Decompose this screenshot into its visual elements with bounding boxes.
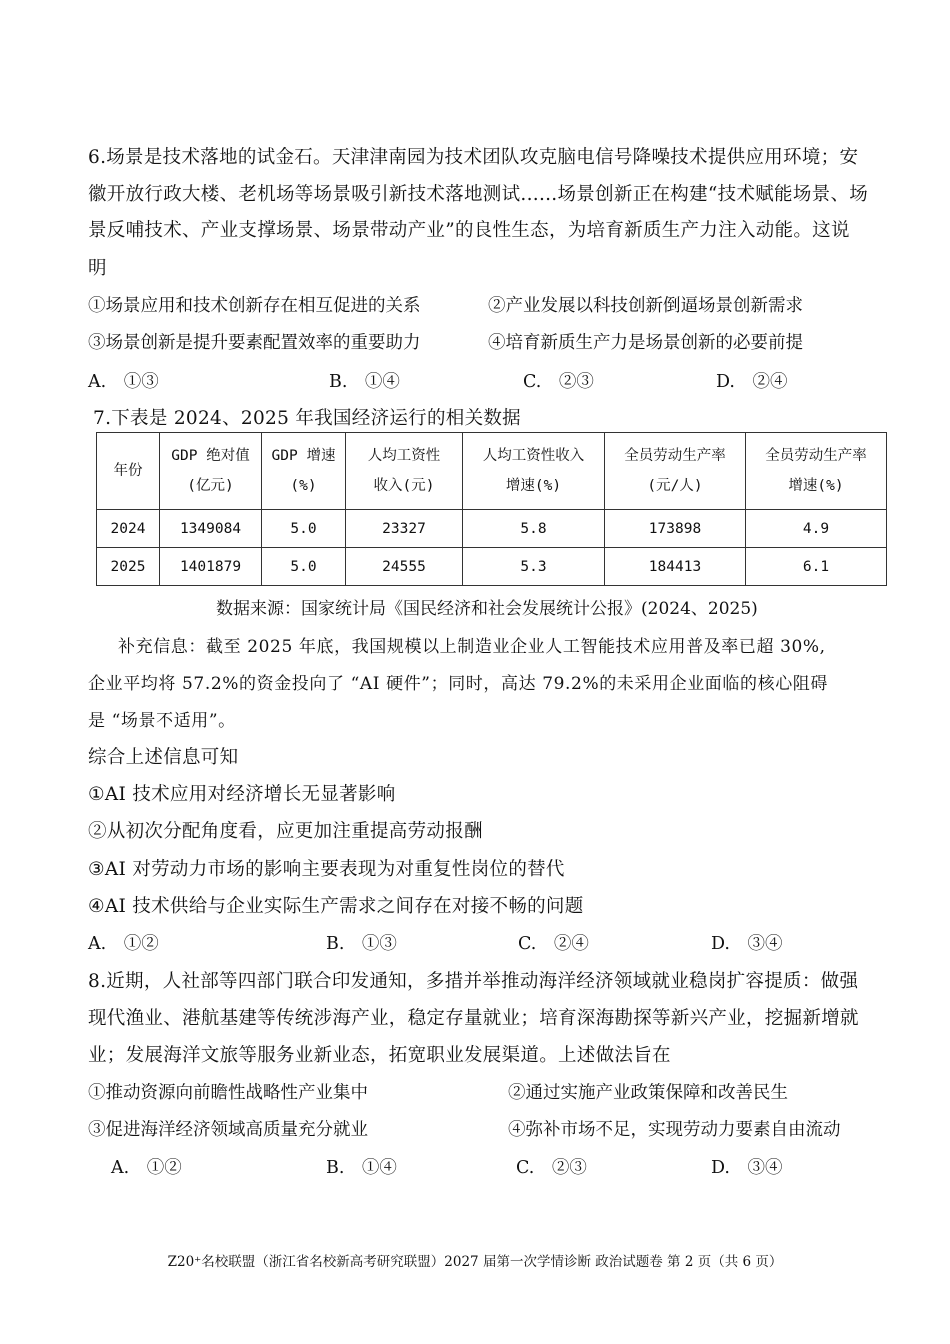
header-unit: (%) xyxy=(290,478,317,494)
q8-stem-line-1: 8.近期，人社部等四部门联合印发通知，多措并举推动海洋经济领域就业稳岗扩容提质：做强 xyxy=(88,971,859,992)
q8-statement-1: ①推动资源向前瞻性战略性产业集中 xyxy=(88,1083,368,1103)
q7-statement-3: ③AI 对劳动力市场的影响主要表现为对重复性岗位的替代 xyxy=(88,859,565,880)
table-cell: 5.0 xyxy=(262,510,346,548)
header-income xyxy=(346,433,463,510)
table-cell: 2024 xyxy=(97,510,160,548)
header-year xyxy=(97,433,160,510)
header-text: 全员劳动生产率 xyxy=(765,448,867,464)
q7-stem: 7.下表是 2024、2025 年我国经济运行的相关数据 xyxy=(93,408,521,429)
q8-choice-d[interactable]: D. ③④ xyxy=(711,1158,783,1178)
q6-statement-1: ①场景应用和技术创新存在相互促进的关系 xyxy=(88,296,421,316)
q7-statement-2: ②从初次分配角度看，应更加注重提高劳动报酬 xyxy=(88,821,483,842)
q7-choice-a[interactable]: A. ①② xyxy=(88,934,159,954)
table-cell: 5.8 xyxy=(463,510,605,548)
table-row xyxy=(97,510,887,548)
q7-choice-c[interactable]: C. ②④ xyxy=(518,934,589,954)
header-text: GDP 绝对值 xyxy=(171,448,250,464)
table-cell: 5.0 xyxy=(262,548,346,586)
q8-statement-3: ③促进海洋经济领域高质量充分就业 xyxy=(88,1120,368,1140)
q8-statement-2: ②通过实施产业政策保障和改善民生 xyxy=(508,1083,788,1103)
q6-stem-line-1: 6.场景是技术落地的试金石。天津津南园为技术团队攻克脑电信号降噪技术提供应用环境；安 xyxy=(88,147,859,168)
header-unit: 增速(%) xyxy=(788,478,844,494)
q8-stem-line-2: 现代渔业、港航基建等传统涉海产业，稳定存量就业；培育深海勘探等新兴产业，挖掘新增就 xyxy=(88,1008,859,1029)
header-text: GDP 增速 xyxy=(271,448,336,464)
table-cell: 184413 xyxy=(605,548,746,586)
table-cell: 2025 xyxy=(97,548,160,586)
q6-choice-a[interactable]: A. ①③ xyxy=(88,372,159,392)
table-header-row xyxy=(97,433,887,510)
q8-choice-c[interactable]: C. ②③ xyxy=(516,1158,587,1178)
header-text: 全员劳动生产率 xyxy=(624,448,726,464)
q7-supplement-line-1: 补充信息：截至 2025 年底，我国规模以上制造业企业人工智能技术应用普及率已超 30%, xyxy=(118,637,826,657)
table-cell: 5.3 xyxy=(463,548,605,586)
q6-choice-c[interactable]: C. ②③ xyxy=(523,372,594,392)
q7-choice-b[interactable]: B. ①③ xyxy=(326,934,397,954)
header-income-growth xyxy=(463,433,605,510)
table-cell: 23327 xyxy=(346,510,463,548)
q6-stem-line-3: 景反哺技术、产业支撑场景、场景带动产业”的良性生态，为培育新质生产力注入动能。这说 xyxy=(88,220,850,241)
table-source: 数据来源：国家统计局《国民经济和社会发展统计公报》(2024、2025) xyxy=(216,599,758,619)
q6-statement-3: ③场景创新是提升要素配置效率的重要助力 xyxy=(88,333,421,353)
header-text: 人均工资性收入 xyxy=(482,448,585,464)
header-unit: (亿元) xyxy=(187,478,234,494)
q6-statement-4: ④培育新质生产力是场景创新的必要前提 xyxy=(488,333,803,353)
header-unit: 收入(元) xyxy=(373,478,435,494)
table-cell: 173898 xyxy=(605,510,746,548)
header-productivity xyxy=(605,433,746,510)
q8-choice-b[interactable]: B. ①④ xyxy=(326,1158,397,1178)
q8-statement-4: ④弥补市场不足，实现劳动力要素自由流动 xyxy=(508,1120,841,1140)
q6-stem-line-2: 徽开放行政大楼、老机场等场景吸引新技术落地测试......场景创新正在构建“技术赋能场景、场 xyxy=(88,184,869,205)
page-footer: Z20⁺名校联盟（浙江省名校新高考研究联盟）2027 届第一次学情诊断 政治试题卷 第 2 页（共 6 页） xyxy=(167,1254,783,1270)
table-row xyxy=(97,548,887,586)
header-gdp-growth xyxy=(262,433,346,510)
q7-conclusion-prompt: 综合上述信息可知 xyxy=(88,747,239,768)
q7-statement-1: ①AI 技术应用对经济增长无显著影响 xyxy=(88,784,396,805)
q7-choice-d[interactable]: D. ③④ xyxy=(711,934,783,954)
q7-supplement-line-3: 是 “场景不适用”。 xyxy=(88,711,236,731)
header-productivity-growth xyxy=(746,433,887,510)
header-gdp xyxy=(160,433,262,510)
q6-choice-b[interactable]: B. ①④ xyxy=(329,372,400,392)
header-text: 年份 xyxy=(113,463,143,479)
q7-statement-4: ④AI 技术供给与企业实际生产需求之间存在对接不畅的问题 xyxy=(88,896,584,917)
q8-stem-line-3: 业；发展海洋文旅等服务业新业态，拓宽职业发展渠道。上述做法旨在 xyxy=(88,1045,671,1066)
table-cell: 4.9 xyxy=(746,510,887,548)
header-unit: (元/人) xyxy=(647,478,703,494)
q8-choice-a[interactable]: A. ①② xyxy=(111,1158,182,1178)
q6-stem-line-4: 明 xyxy=(88,258,107,279)
table-cell: 24555 xyxy=(346,548,463,586)
q6-statement-2: ②产业发展以科技创新倒逼场景创新需求 xyxy=(488,296,803,316)
q6-choice-d[interactable]: D. ②④ xyxy=(716,372,788,392)
table-cell: 1401879 xyxy=(160,548,262,586)
table-cell: 6.1 xyxy=(746,548,887,586)
q7-supplement-line-2: 企业平均将 57.2%的资金投向了 “AI 硬件”；同时，高达 79.2%的未采用企业面临的核心阻碍 xyxy=(88,674,828,694)
table-cell: 1349084 xyxy=(160,510,262,548)
economic-data-table xyxy=(96,432,887,586)
header-text: 人均工资性 xyxy=(367,448,441,464)
header-unit: 增速(%) xyxy=(505,478,562,494)
